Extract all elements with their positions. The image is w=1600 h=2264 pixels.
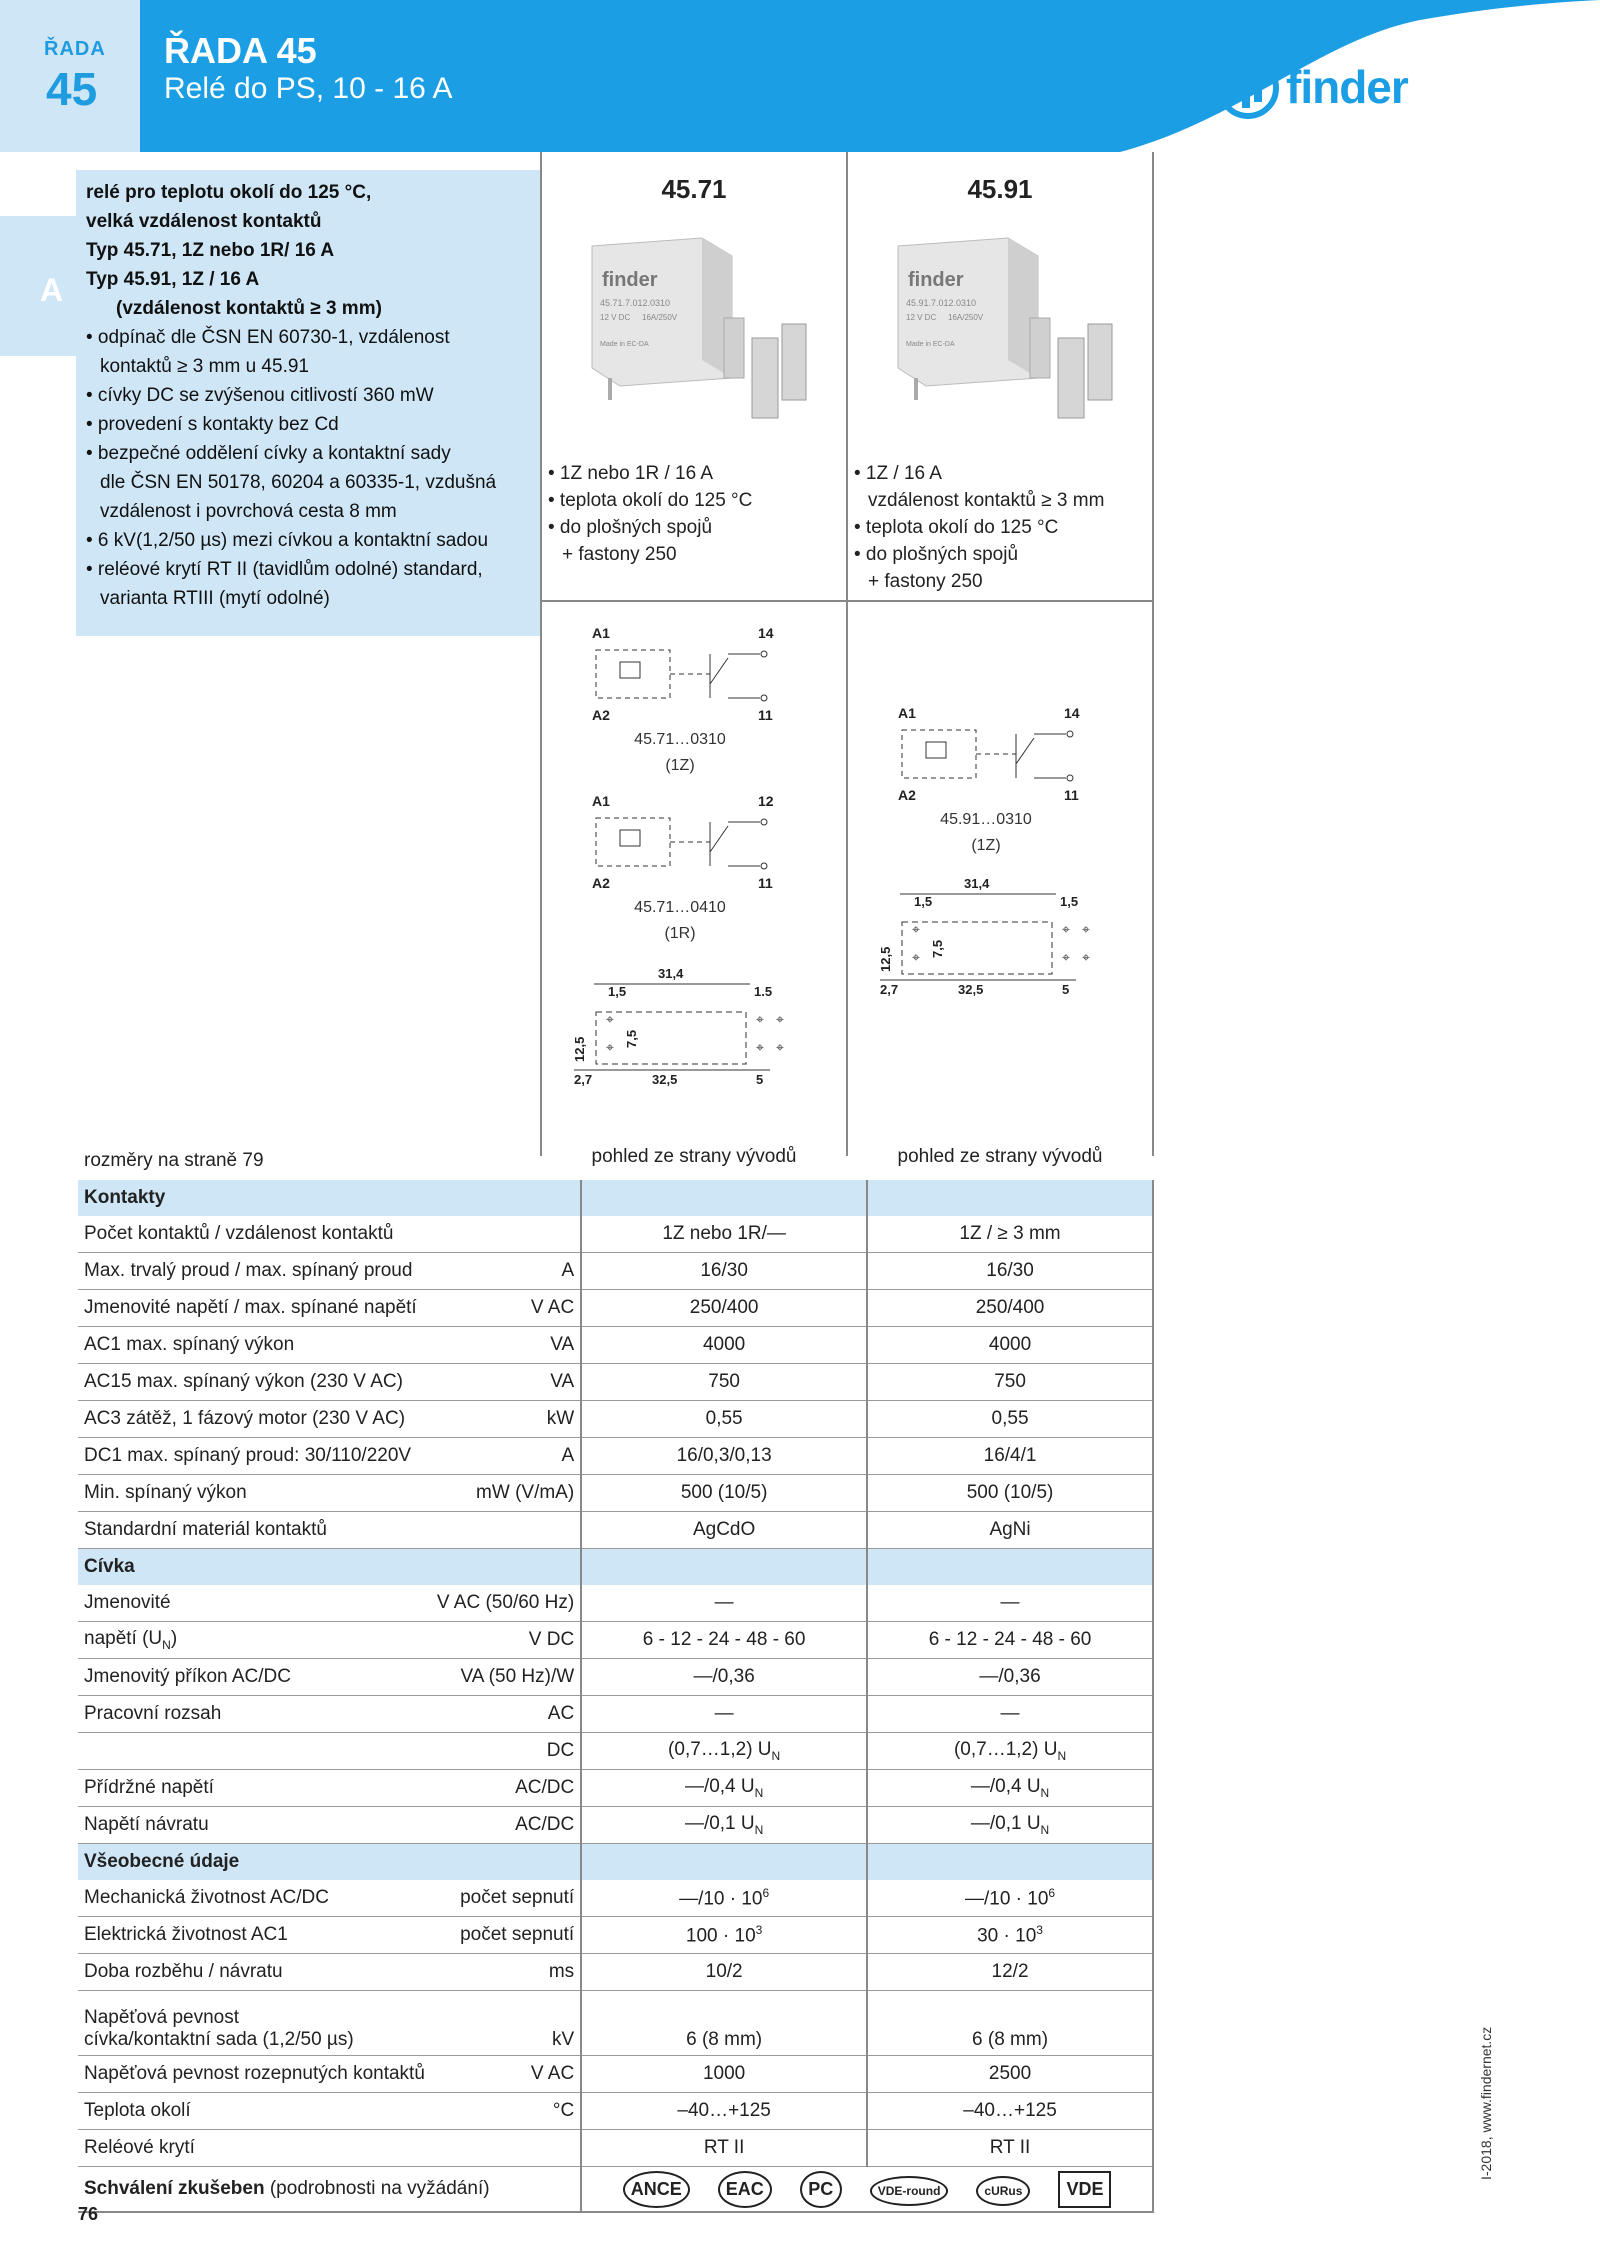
terminal-a1: A1 <box>898 705 916 721</box>
table-row <box>78 1216 1153 1253</box>
row-unit: počet sepnutí <box>431 1917 581 1954</box>
terminal-right-bottom: 11 <box>758 875 773 891</box>
relay-photo-45-91-coil: 12 V DC <box>906 313 937 322</box>
view-label-1: pohled ze strany vývodů <box>591 1146 797 1167</box>
value-45-91: 6 (8 mm) <box>867 1991 1153 2056</box>
spec-table <box>78 1180 1154 2213</box>
table-row <box>78 1475 1153 1512</box>
terminal-dot <box>761 819 767 825</box>
relay-photo-45-91-rating: 16A/250V <box>948 313 984 322</box>
approval-mark-icon: cURus <box>976 2176 1030 2206</box>
relay-photo-45-71-brand: finder <box>602 269 658 291</box>
row-unit: V DC <box>431 1622 581 1659</box>
value-45-91: –40…+125 <box>867 2093 1153 2130</box>
intro-line: • provedení s kontakty bez Cd <box>86 414 339 435</box>
table-row <box>78 1327 1153 1364</box>
value-45-91: —/0,4 $U_N$ <box>867 1770 1153 1807</box>
value-45-71: (0,7…1,2) $U_N$ <box>581 1733 867 1770</box>
value-45-71: — <box>581 1585 867 1622</box>
value-45-91: 2500 <box>867 2056 1153 2093</box>
row-label: AC3 zátěž, 1 fázový motor (230 V AC) <box>78 1401 431 1438</box>
row-label: AC15 max. spínaný výkon (230 V AC) <box>78 1364 431 1401</box>
table-row <box>78 2130 1153 2167</box>
pin-marker: ⌖ <box>1062 949 1070 965</box>
product-features-1 <box>548 460 752 568</box>
coil-box <box>596 650 670 698</box>
feature-line: • teplota okolí do 125 °C <box>854 517 1059 538</box>
value-45-71: 10/2 <box>581 1954 867 1991</box>
series-label: ŘADA <box>44 38 106 60</box>
table-row <box>78 1438 1153 1475</box>
pin-marker: ⌖ <box>1082 921 1090 937</box>
section-label: Všeobecné údaje <box>78 1844 581 1881</box>
value-45-91: 12/2 <box>867 1954 1153 1991</box>
col-divider-right <box>1152 152 1154 1156</box>
page-title: ŘADA 45 <box>164 30 317 71</box>
row-label: Jmenovité napětí / max. spínané napětí <box>78 1290 431 1327</box>
approvals-row <box>78 2167 1153 2213</box>
approval-mark-icon: PC <box>800 2171 842 2208</box>
pin-marker: ⌖ <box>912 949 920 965</box>
terminal-right-bottom: 11 <box>758 707 773 723</box>
intro-line: relé pro teplotu okolí do 125 °C, <box>86 182 372 203</box>
value-45-91: 500 (10/5) <box>867 1475 1153 1512</box>
relay-photo-45-71-coil: 12 V DC <box>600 313 631 322</box>
row-unit <box>431 1512 581 1549</box>
pin-marker: ⌖ <box>756 1039 764 1055</box>
row-unit: VA (50 Hz)/W <box>431 1659 581 1696</box>
section-cell <box>581 1549 867 1586</box>
page-number: 76 <box>78 2204 99 2224</box>
table-row <box>78 1733 1153 1770</box>
value-45-91: 750 <box>867 1364 1153 1401</box>
terminal-a2: A2 <box>898 787 916 803</box>
dim-pitch-right: 1.5 <box>754 984 773 999</box>
dim-vertical: 7,5 <box>930 939 945 958</box>
value-45-71: —/0,4 $U_N$ <box>581 1770 867 1807</box>
table-row <box>78 1807 1153 1844</box>
row-label: Napětí návratu <box>78 1807 431 1844</box>
row-unit <box>431 1216 581 1253</box>
section-label: Kontakty <box>78 1180 581 1216</box>
product-features-2 <box>854 460 1104 595</box>
footprint-outline <box>596 1012 746 1064</box>
intro-line: Typ 45.91, 1Z / 16 A <box>86 269 260 290</box>
row-unit: DC <box>431 1733 581 1770</box>
terminal-right-top: 12 <box>758 793 774 809</box>
schema-type: (1Z) <box>971 837 1001 854</box>
table-row <box>78 1954 1153 1991</box>
feature-line: • do plošných spojů <box>548 517 713 538</box>
dim-right: 5 <box>1062 982 1070 997</box>
table-section-row <box>78 1180 1153 1216</box>
row-label: Počet kontaktů / vzdálenost kontaktů <box>78 1216 431 1253</box>
page-subtitle: Relé do PS, 10 - 16 A <box>164 72 453 105</box>
row-label: Reléové krytí <box>78 2130 431 2167</box>
intro-line: • reléové krytí RT II (tavidlům odolné) standard, <box>86 559 483 580</box>
table-row <box>78 2056 1153 2093</box>
approval-marks <box>581 2167 1153 2213</box>
value-45-91: (0,7…1,2) $U_N$ <box>867 1733 1153 1770</box>
value-45-71: 0,55 <box>581 1401 867 1438</box>
terminal-a1: A1 <box>592 625 610 641</box>
section-cell <box>867 1549 1153 1586</box>
pin-marker: ⌖ <box>756 1011 764 1027</box>
table-row <box>78 1991 1153 2056</box>
coil-symbol <box>620 830 640 846</box>
relay-photo-45-71 <box>572 228 822 428</box>
row-label: Pracovní rozsah <box>78 1696 431 1733</box>
dim-left: 2,7 <box>880 982 899 997</box>
dim-height: 12,5 <box>572 1036 587 1062</box>
terminal-dot <box>761 695 767 701</box>
section-tab <box>0 216 76 356</box>
dim-width: 31,4 <box>658 966 684 981</box>
relay-photo-45-71-rating: 16A/250V <box>642 313 678 322</box>
value-45-91: 1Z / ≥ 3 mm <box>867 1216 1153 1253</box>
dim-pitch-right: 1,5 <box>1060 894 1079 909</box>
schema-code: 45.71…0310 <box>634 731 726 748</box>
value-45-71: 16/30 <box>581 1253 867 1290</box>
schema-type: (1R) <box>664 925 696 942</box>
row-label: Min. spínaný výkon <box>78 1475 431 1512</box>
value-45-71: 250/400 <box>581 1290 867 1327</box>
footer-vertical: I-2018, www.findernet.cz <box>1478 2026 1494 2180</box>
relay-photo-45-91-brand: finder <box>908 269 964 291</box>
dim-height: 12,5 <box>878 946 893 972</box>
row-unit: °C <box>431 2093 581 2130</box>
table-row <box>78 1622 1153 1659</box>
dim-vertical: 7,5 <box>624 1029 639 1048</box>
row-label: Standardní materiál kontaktů <box>78 1512 431 1549</box>
row-unit: VA <box>431 1364 581 1401</box>
approval-mark-icon: VDE-round <box>870 2176 949 2206</box>
section-tab-letter: A <box>40 272 64 308</box>
value-45-71: 16/0,3/0,13 <box>581 1438 867 1475</box>
value-45-71: —/0,1 $U_N$ <box>581 1807 867 1844</box>
value-45-71: RT II <box>581 2130 867 2167</box>
approvals-label: Schválení zkušeben (podrobnosti na vyžádání) <box>78 2167 581 2213</box>
row-unit: mW (V/mA) <box>431 1475 581 1512</box>
view-label-2: pohled ze strany vývodů <box>897 1146 1103 1167</box>
schematics-45-91 <box>866 700 1136 1030</box>
relay-photo-45-91 <box>878 228 1128 428</box>
value-45-91: — <box>867 1696 1153 1733</box>
value-45-71: —/10 · $10^6$ <box>581 1880 867 1917</box>
intro-box <box>76 170 540 636</box>
table-row <box>78 1512 1153 1549</box>
table-row <box>78 1696 1153 1733</box>
schema-code: 45.91…0310 <box>940 811 1032 828</box>
intro-line: velká vzdálenost kontaktů <box>86 211 322 232</box>
coil-symbol <box>620 662 640 678</box>
approval-mark-icon: ANCE <box>623 2171 690 2208</box>
value-45-91: —/0,36 <box>867 1659 1153 1696</box>
value-45-91: 4000 <box>867 1327 1153 1364</box>
intro-line: • bezpečné oddělení cívky a kontaktní sady <box>86 443 451 464</box>
row-unit: A <box>431 1438 581 1475</box>
value-45-71: 1Z nebo 1R/— <box>581 1216 867 1253</box>
section-label: Cívka <box>78 1549 581 1586</box>
finder-logo-icon <box>1216 54 1286 124</box>
value-45-91: —/0,1 $U_N$ <box>867 1807 1153 1844</box>
terminal-right-top: 14 <box>758 625 774 641</box>
value-45-71: $100 \cdot 10^3$ <box>581 1917 867 1954</box>
intro-line: varianta RTIII (mytí odolné) <box>100 588 330 609</box>
schema-code: 45.71…0410 <box>634 899 726 916</box>
value-45-71: — <box>581 1696 867 1733</box>
coil-box <box>596 818 670 866</box>
terminal-a2: A2 <box>592 707 610 723</box>
dims-note: rozměry na straně 79 <box>84 1150 264 1171</box>
row-unit: ms <box>431 1954 581 1991</box>
value-45-91: — <box>867 1585 1153 1622</box>
footprint-outline <box>902 922 1052 974</box>
row-label: Max. trvalý proud / max. spínaný proud <box>78 1253 431 1290</box>
approval-mark-icon: EAC <box>718 2171 772 2208</box>
feature-line: + fastony 250 <box>868 571 983 592</box>
schema-type: (1Z) <box>665 757 695 774</box>
intro-line: dle ČSN EN 50178, 60204 a 60335-1, vzdušná <box>100 472 497 493</box>
row-label: Elektrická životnost AC1 <box>78 1917 431 1954</box>
row-label: Přídržné napětí <box>78 1770 431 1807</box>
table-row <box>78 1401 1153 1438</box>
contact-blade <box>710 658 728 684</box>
row-label: Jmenovité <box>78 1585 431 1622</box>
pin-marker: ⌖ <box>1062 921 1070 937</box>
table-row <box>78 2093 1153 2130</box>
feature-line: • teplota okolí do 125 °C <box>548 490 753 511</box>
row-label: Mechanická životnost AC/DC <box>78 1880 431 1917</box>
value-45-71: —/0,36 <box>581 1659 867 1696</box>
value-45-71: 1000 <box>581 2056 867 2093</box>
intro-line: kontaktů ≥ 3 mm u 45.91 <box>100 356 309 377</box>
series-number: 45 <box>46 63 98 115</box>
value-45-71: AgCdO <box>581 1512 867 1549</box>
intro-line: • cívky DC se zvýšenou citlivostí 360 mW <box>86 385 434 406</box>
terminal-dot <box>1067 731 1073 737</box>
row-label: napětí $(U_N)$ <box>78 1622 431 1659</box>
intro-line: • odpínač dle ČSN EN 60730-1, vzdálenost <box>86 327 450 348</box>
row-label: Teplota okolí <box>78 2093 431 2130</box>
feature-line: vzdálenost kontaktů ≥ 3 mm <box>868 490 1105 511</box>
dim-main: 32,5 <box>958 982 984 997</box>
col-divider-left <box>540 152 542 1156</box>
row-unit: počet sepnutí <box>431 1880 581 1917</box>
coil-symbol <box>926 742 946 758</box>
section-cell <box>867 1180 1153 1216</box>
value-45-91: 16/30 <box>867 1253 1153 1290</box>
value-45-91: AgNi <box>867 1512 1153 1549</box>
row-unit: AC <box>431 1696 581 1733</box>
row-label: DC1 max. spínaný proud: 30/110/220V <box>78 1438 431 1475</box>
value-45-71: 6 - 12 - 24 - 48 - 60 <box>581 1622 867 1659</box>
product-code-1: 45.71 <box>661 174 727 204</box>
table-section-row <box>78 1844 1153 1881</box>
col-divider-mid <box>846 152 848 1156</box>
section-cell <box>581 1180 867 1216</box>
terminal-a2: A2 <box>592 875 610 891</box>
contact-blade <box>710 826 728 852</box>
value-45-91: 6 - 12 - 24 - 48 - 60 <box>867 1622 1153 1659</box>
value-45-71: 500 (10/5) <box>581 1475 867 1512</box>
row-unit <box>431 2130 581 2167</box>
value-45-91: $30 \cdot 10^3$ <box>867 1917 1153 1954</box>
row-unit: AC/DC <box>431 1770 581 1807</box>
table-row <box>78 1770 1153 1807</box>
intro-line: • 6 kV(1,2/50 µs) mezi cívkou a kontaktní sadou <box>86 530 489 551</box>
approval-mark-icon: VDE <box>1058 2171 1111 2208</box>
terminal-dot <box>1067 775 1073 781</box>
row-label: Jmenovitý příkon AC/DC <box>78 1659 431 1696</box>
relay-photo-45-91-code: 45.91.7.012.0310 <box>906 298 977 308</box>
value-45-71: 6 (8 mm) <box>581 1991 867 2056</box>
terminal-dot <box>761 863 767 869</box>
feature-line: + fastony 250 <box>562 544 677 565</box>
pin-marker: ⌖ <box>606 1039 614 1055</box>
section-cell <box>581 1844 867 1881</box>
terminal-right-top: 14 <box>1064 705 1080 721</box>
terminal-a1: A1 <box>592 793 610 809</box>
features-divider <box>540 600 1154 602</box>
row-label <box>78 1733 431 1770</box>
pin-marker: ⌖ <box>776 1039 784 1055</box>
value-45-91: 250/400 <box>867 1290 1153 1327</box>
contact-blade <box>1016 738 1034 764</box>
pin-marker: ⌖ <box>912 921 920 937</box>
row-label: Doba rozběhu / návratu <box>78 1954 431 1991</box>
row-unit: A <box>431 1253 581 1290</box>
dim-pitch: 1,5 <box>914 894 933 909</box>
section-cell <box>867 1844 1153 1881</box>
row-label: Napěťová pevnost rozepnutých kontaktů <box>78 2056 431 2093</box>
value-45-91: —/10 · $10^6$ <box>867 1880 1153 1917</box>
feature-line: • 1Z / 16 A <box>854 463 942 484</box>
row-unit: V AC (50/60 Hz) <box>431 1585 581 1622</box>
intro-line: vzdálenost i povrchová cesta 8 mm <box>100 501 397 522</box>
feature-line: • do plošných spojů <box>854 544 1019 565</box>
table-row <box>78 1364 1153 1401</box>
row-label: Napěťová pevnost cívka/kontaktní sada (1,2/50 µs) <box>78 1991 431 2056</box>
intro-line: Typ 45.71, 1Z nebo 1R/ 16 A <box>86 240 335 261</box>
dim-right: 5 <box>756 1072 764 1087</box>
row-unit: V AC <box>431 2056 581 2093</box>
relay-photo-45-91-origin: Made in EC-DA <box>906 341 955 348</box>
finder-logo-text: finder <box>1286 61 1408 113</box>
product-code-2: 45.91 <box>967 174 1033 204</box>
row-label: AC1 max. spínaný výkon <box>78 1327 431 1364</box>
dim-main: 32,5 <box>652 1072 678 1087</box>
terminal-dot <box>761 651 767 657</box>
table-row <box>78 1659 1153 1696</box>
pin-marker: ⌖ <box>606 1011 614 1027</box>
row-unit: AC/DC <box>431 1807 581 1844</box>
value-45-91: 16/4/1 <box>867 1438 1153 1475</box>
coil-box <box>902 730 976 778</box>
table-row <box>78 1917 1153 1954</box>
terminal-right-bottom: 11 <box>1064 787 1079 803</box>
pin-marker: ⌖ <box>776 1011 784 1027</box>
dim-pitch: 1,5 <box>608 984 627 999</box>
row-unit: kV <box>431 1991 581 2056</box>
intro-line: (vzdálenost kontaktů ≥ 3 mm) <box>116 298 382 319</box>
table-row <box>78 1880 1153 1917</box>
feature-line: • 1Z nebo 1R / 16 A <box>548 463 714 484</box>
relay-photo-45-71-code: 45.71.7.012.0310 <box>600 298 671 308</box>
table-section-row <box>78 1549 1153 1586</box>
dim-width: 31,4 <box>964 876 990 891</box>
value-45-91: 0,55 <box>867 1401 1153 1438</box>
value-45-71: 4000 <box>581 1327 867 1364</box>
row-unit: V AC <box>431 1290 581 1327</box>
finder-logo <box>1216 54 1466 124</box>
row-unit: kW <box>431 1401 581 1438</box>
row-unit: VA <box>431 1327 581 1364</box>
relay-photo-45-71-origin: Made in EC-DA <box>600 341 649 348</box>
dim-left: 2,7 <box>574 1072 593 1087</box>
value-45-71: 750 <box>581 1364 867 1401</box>
schematics-45-71 <box>560 620 830 1130</box>
table-row <box>78 1253 1153 1290</box>
series-tab <box>0 0 140 152</box>
value-45-71: –40…+125 <box>581 2093 867 2130</box>
table-row <box>78 1585 1153 1622</box>
value-45-91: RT II <box>867 2130 1153 2167</box>
table-row <box>78 1290 1153 1327</box>
pin-marker: ⌖ <box>1082 949 1090 965</box>
